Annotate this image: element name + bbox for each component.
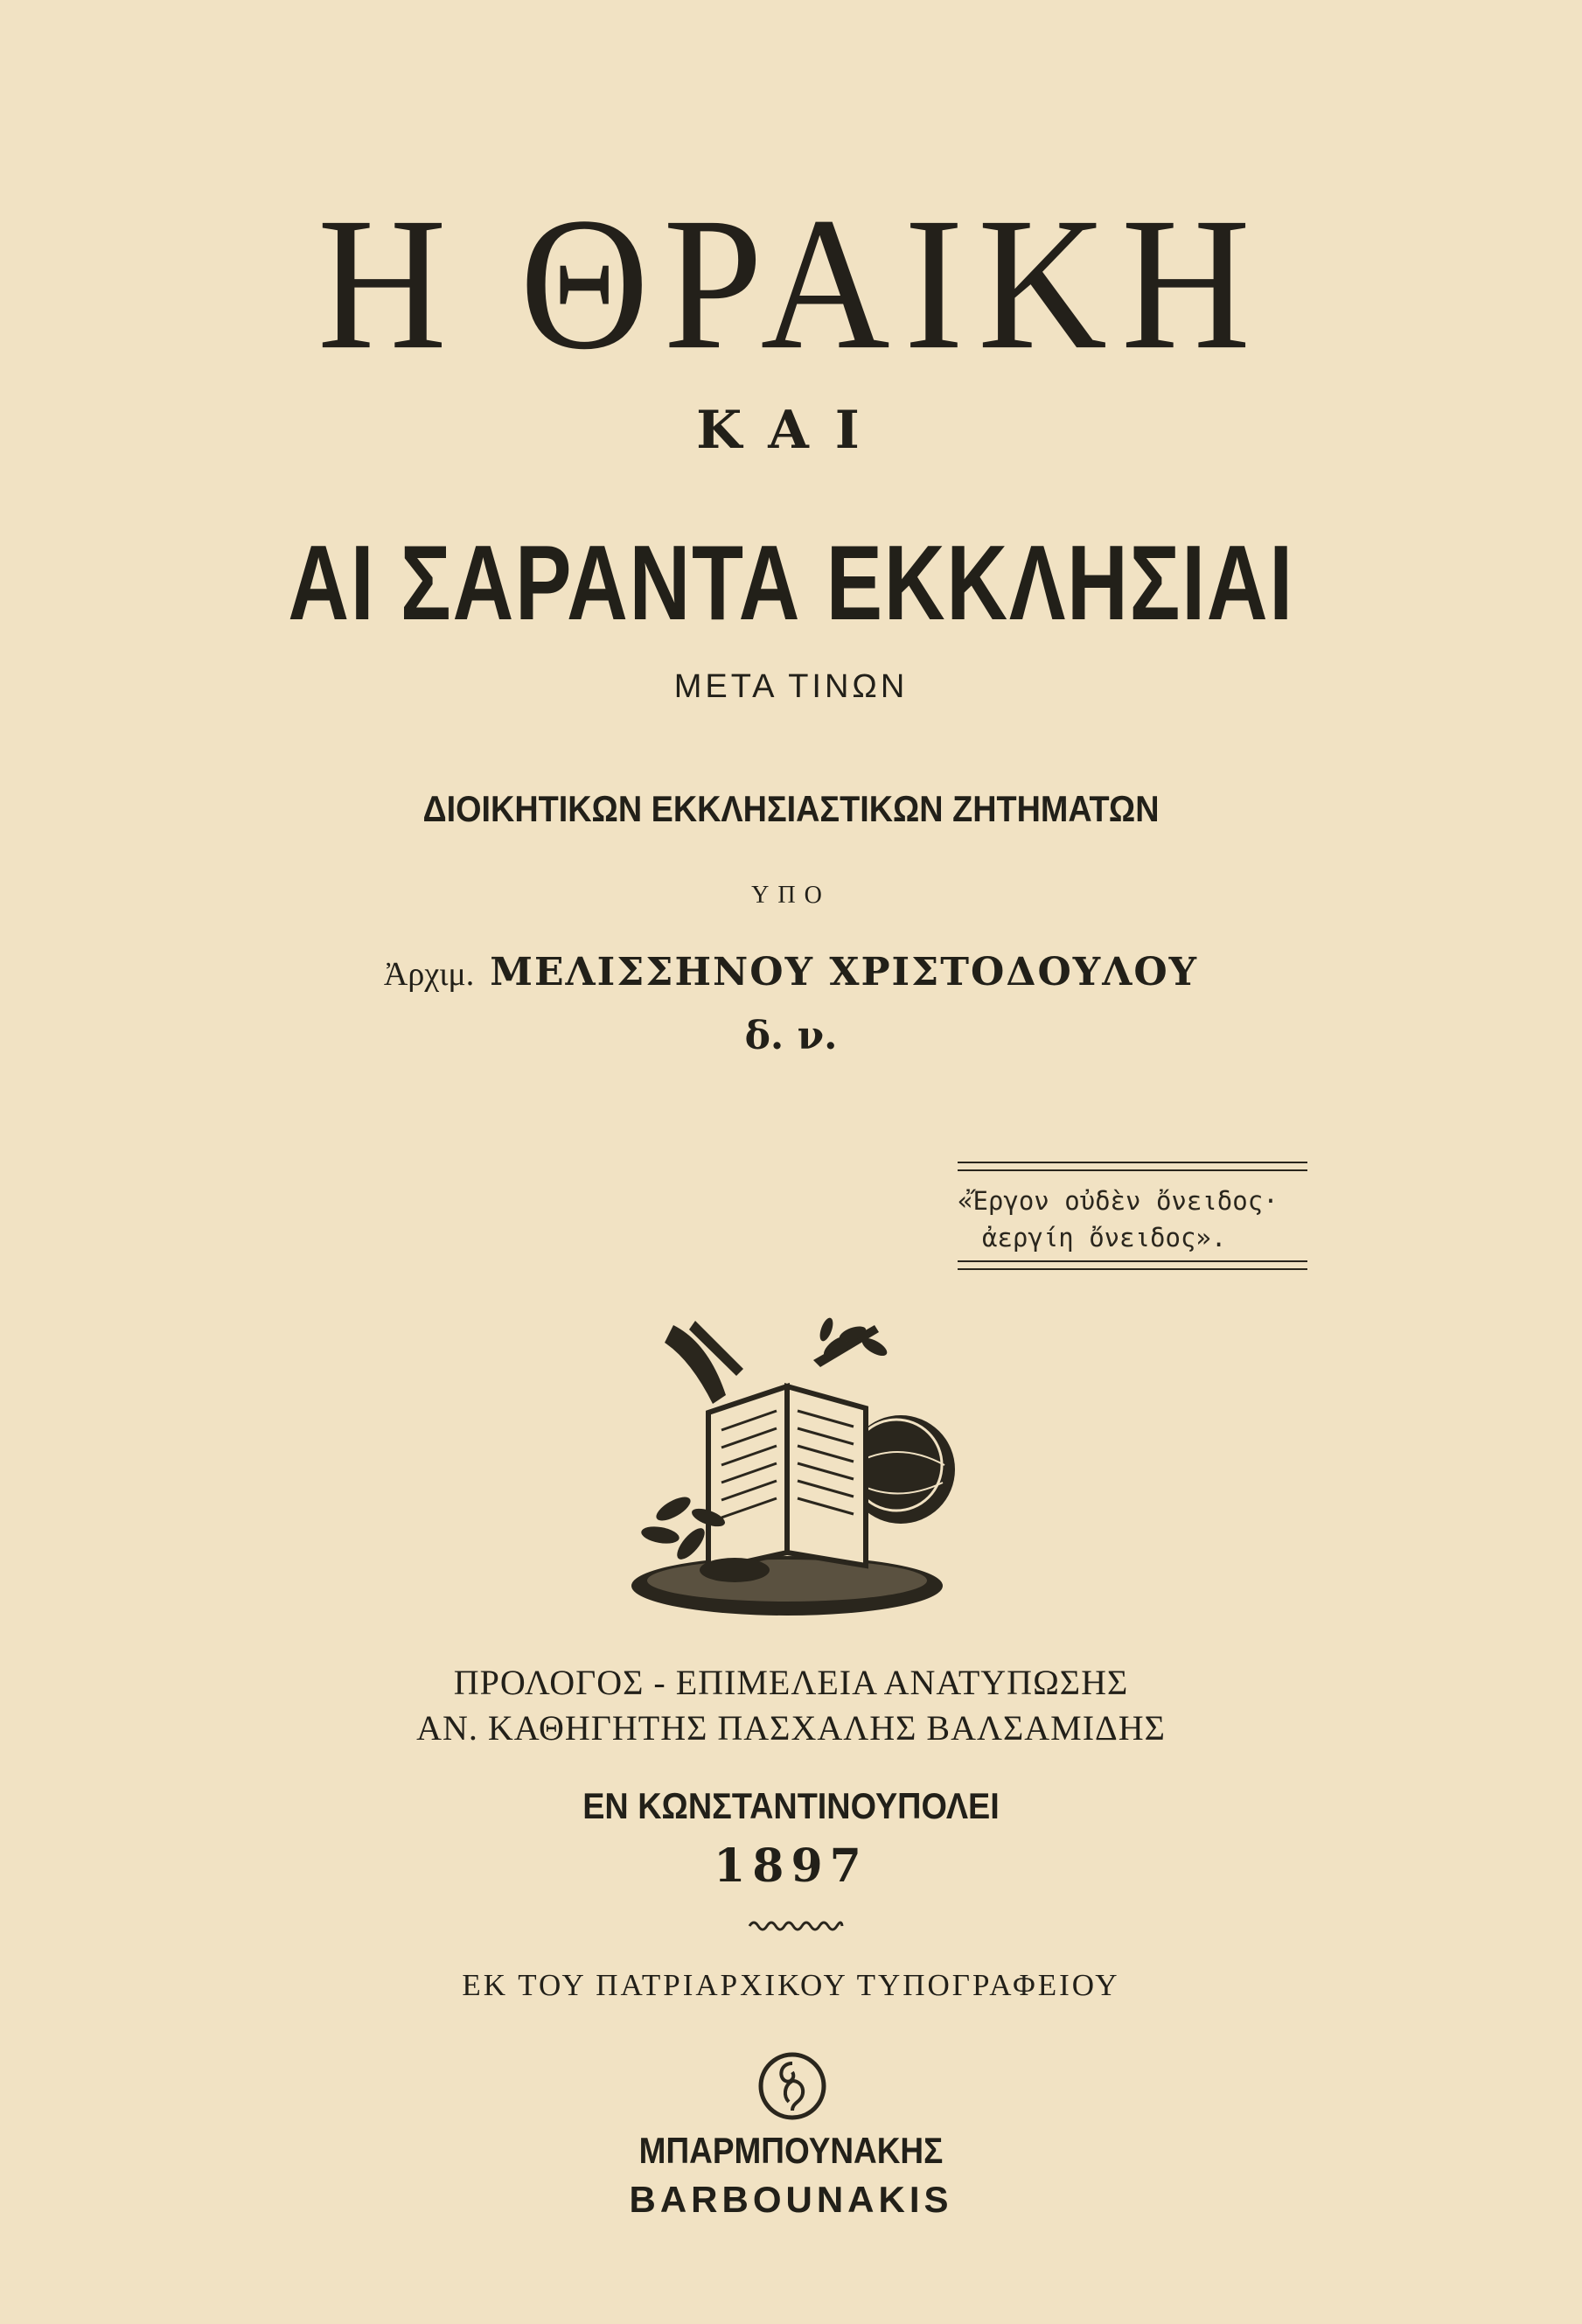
title-line-1: Η ΘΡΑΙΚΗ [317, 178, 1265, 389]
epigraph-rule [958, 1268, 1307, 1270]
publisher-logo-icon [757, 2051, 827, 2121]
author-prefix: Ἀρχιμ. [383, 956, 475, 993]
prologue-line-1: ΠΡΟΛΟΓΟΣ - ΕΠΙΜΕΛΕΙΑ ΑΝΑΤΥΠΩΣΗΣ [453, 1663, 1129, 1702]
title-line-2: ΚΑΙ [696, 400, 886, 461]
squiggle-ornament-icon [748, 1917, 844, 1935]
epigraph-line-2: ἀεργίη ὄνειδος». [982, 1223, 1227, 1253]
by-label: ΥΠΟ [751, 882, 831, 909]
subtitle-line-2: ΔΙΟΙΚΗΤΙΚΩΝ ΕΚΚΛΗΣΙΑΣΤΙΚΩΝ ΖΗΤΗΜΑΤΩΝ [422, 788, 1160, 829]
book-laurel-globe-vignette-icon [612, 1308, 962, 1623]
epigraph-box [958, 1162, 1307, 1270]
author-line [0, 950, 1582, 995]
epigraph-rule [958, 1162, 1307, 1163]
place-line: ΕΝ ΚΩΝΣΤΑΝΤΙΝΟΥΠΟΛΕΙ [582, 1785, 1000, 1826]
epigraph-rule [958, 1260, 1307, 1262]
prologue-line-2: ΑΝ. ΚΑΘΗΓΗΤΗΣ ΠΑΣΧΑΛΗΣ ΒΑΛΣΑΜΙΔΗΣ [416, 1708, 1166, 1748]
title-line-3: ΑΙ ΣΑΡΑΝΤΑ ΕΚΚΛΗΣΙΑΙ [288, 524, 1294, 643]
publisher-name-greek: ΜΠΑΡΜΠΟΥΝΑΚΗΣ [638, 2130, 944, 2171]
printer-line: ΕΚ ΤΟΥ ΠΑΤΡΙΑΡΧΙΚΟΥ ΤΥΠΟΓΡΑΦΕΙΟΥ [462, 1968, 1120, 2002]
publisher-name-latin: BARBOUNAKIS [629, 2179, 953, 2220]
year-line: 1897 [714, 1839, 868, 1893]
author-suffix: δ. ν. [744, 1014, 838, 1058]
epigraph-line-1: «Ἔργον οὐδὲν ὄνειδος· [958, 1186, 1279, 1216]
epigraph-rule [958, 1169, 1307, 1171]
author-name: ΜΕΛΙΣΣΗΝΟΥ ΧΡΙΣΤΟΔΟΥΛΟΥ [490, 950, 1199, 995]
subtitle-line-1: ΜΕΤΑ ΤΙΝΩΝ [673, 668, 909, 705]
